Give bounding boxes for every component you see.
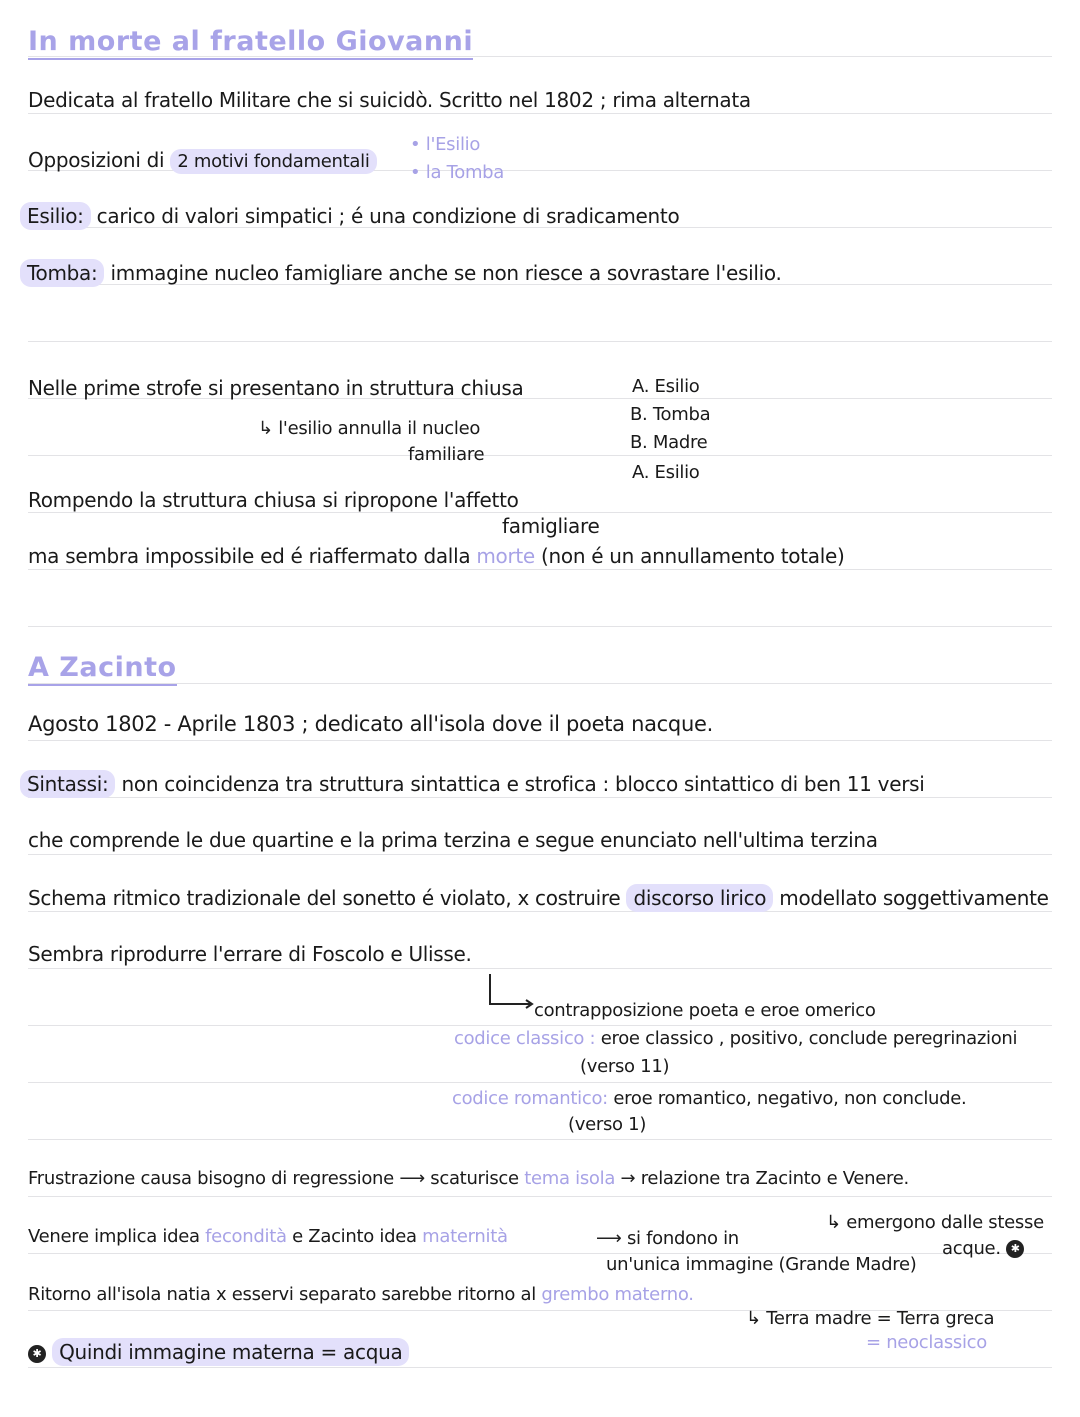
schema-line bbox=[28, 886, 1049, 910]
ma-sembra-line bbox=[28, 544, 845, 568]
quindi-highlight: Quindi immagine materna = acqua bbox=[52, 1338, 409, 1366]
venere-line bbox=[28, 1226, 508, 1247]
codice-romantico-text: eroe romantico, negativo, non conclude. bbox=[613, 1088, 967, 1109]
codice-classico-text: eroe classico , positivo, conclude peregrinazioni bbox=[600, 1028, 1018, 1049]
star-marker-icon: ✱ bbox=[28, 1345, 46, 1363]
quindi-line bbox=[28, 1340, 409, 1364]
sintassi-label: Sintassi: bbox=[20, 770, 115, 798]
curved-arrow-icon: ↳ bbox=[258, 418, 273, 439]
scheme-b1: B. Tomba bbox=[630, 404, 711, 425]
motivo-tomba: • la Tomba bbox=[410, 162, 505, 183]
ritorno-line bbox=[28, 1284, 694, 1305]
strofe-note-2: familiare bbox=[408, 444, 485, 465]
strofe-note bbox=[258, 418, 480, 439]
sembra-line: Sembra riprodurre l'errare di Foscolo e Ulisse. bbox=[28, 942, 472, 966]
ma-sembra-text: ma sembra impossibile ed é riaffermato dalla bbox=[28, 544, 471, 568]
venere-text-2: e Zacinto idea bbox=[292, 1226, 417, 1247]
section-title-text: A Zacinto bbox=[28, 652, 177, 686]
discorso-lirico-highlight: discorso lirico bbox=[626, 884, 773, 912]
arrow-right-icon: → bbox=[620, 1168, 636, 1189]
arrow-right-icon: ⟶ bbox=[399, 1168, 425, 1189]
opposizioni-line bbox=[28, 148, 377, 172]
section-title-text: In morte al fratello Giovanni bbox=[28, 26, 473, 60]
venere-text: Venere implica idea bbox=[28, 1226, 200, 1247]
codice-classico-line bbox=[454, 1028, 1017, 1049]
arrow-right-icon: ⟶ bbox=[596, 1228, 622, 1249]
frustrazione-line bbox=[28, 1168, 909, 1189]
date-line: Agosto 1802 - Aprile 1803 ; dedicato all'isola dove il poeta nacque. bbox=[28, 712, 713, 736]
fecondita-word: fecondità bbox=[205, 1226, 287, 1247]
opposizioni-label: Opposizioni di bbox=[28, 148, 165, 172]
tomba-line bbox=[20, 261, 782, 285]
relazione-text: relazione tra Zacinto e Venere. bbox=[640, 1168, 909, 1189]
motivi-highlight: 2 motivi fondamentali bbox=[170, 149, 376, 174]
esilio-line bbox=[20, 204, 679, 228]
verso-11: (verso 11) bbox=[580, 1056, 670, 1077]
morte-word: morte bbox=[476, 544, 535, 568]
tomba-text: immagine nucleo famigliare anche se non riesce a sovrastare l'esilio. bbox=[110, 261, 782, 285]
esilio-label: Esilio: bbox=[20, 202, 91, 230]
maternita-word: maternità bbox=[422, 1226, 508, 1247]
tema-isola: tema isola bbox=[524, 1168, 616, 1189]
codice-romantico-label: codice romantico: bbox=[452, 1088, 608, 1109]
comprende-line: che comprende le due quartine e la prima terzina e segue enunciato nell'ultima terzina bbox=[28, 828, 878, 852]
sintassi-text: non coincidenza tra struttura sintattica e strofica : blocco sintattico di ben 11 versi bbox=[121, 772, 925, 796]
emergono-line: ↳ emergono dalle stesse bbox=[826, 1212, 1044, 1233]
neoclassico-line: = neoclassico bbox=[866, 1332, 987, 1353]
strofe-line: Nelle prime strofe si presentano in struttura chiusa bbox=[28, 376, 524, 400]
rompendo-line: Rompendo la struttura chiusa si ripropone l'affetto bbox=[28, 488, 519, 512]
section-title-in-morte bbox=[28, 26, 473, 57]
tomba-label: Tomba: bbox=[20, 259, 104, 287]
ma-sembra-paren: (non é un annullamento totale) bbox=[541, 544, 845, 568]
bent-arrow-icon bbox=[486, 972, 536, 1014]
motivo-esilio: • l'Esilio bbox=[410, 134, 481, 155]
esilio-text: carico di valori simpatici ; é una condizione di sradicamento bbox=[96, 204, 680, 228]
schema-text: Schema ritmico tradizionale del sonetto é violato, x costruire bbox=[28, 886, 621, 910]
acque-text: acque. bbox=[942, 1238, 1001, 1259]
codice-classico-label: codice classico : bbox=[454, 1028, 596, 1049]
si-fondono-text: si fondono in bbox=[626, 1228, 739, 1249]
dedica-line: Dedicata al fratello Militare che si suicidò. Scritto nel 1802 ; rima alternata bbox=[28, 88, 751, 112]
sintassi-line bbox=[20, 772, 925, 796]
terra-madre-line: ↳ Terra madre = Terra greca bbox=[746, 1308, 995, 1329]
si-fondono-line bbox=[596, 1228, 739, 1249]
contrapposizione-line: contrapposizione poeta e eroe omerico bbox=[534, 1000, 876, 1021]
scaturisce-text: scaturisce bbox=[430, 1168, 519, 1189]
acque-line bbox=[942, 1238, 1024, 1259]
unica-immagine-line: un'unica immagine (Grande Madre) bbox=[606, 1254, 917, 1275]
frustrazione-text: Frustrazione causa bisogno di regressione bbox=[28, 1168, 394, 1189]
verso-1: (verso 1) bbox=[568, 1114, 647, 1135]
codice-romantico-line bbox=[452, 1088, 966, 1109]
scheme-a2: A. Esilio bbox=[632, 462, 700, 483]
strofe-note-1: l'esilio annulla il nucleo bbox=[278, 418, 481, 439]
rompendo-line-2: famigliare bbox=[502, 514, 600, 538]
scheme-b2: B. Madre bbox=[630, 432, 708, 453]
section-title-zacinto bbox=[28, 652, 177, 683]
grembo-materno: grembo materno. bbox=[541, 1284, 694, 1305]
scheme-a1: A. Esilio bbox=[632, 376, 700, 397]
ritorno-text: Ritorno all'isola natia x esservi separato sarebbe ritorno al bbox=[28, 1284, 536, 1305]
schema-text-end: modellato soggettivamente bbox=[779, 886, 1049, 910]
star-marker-icon: ✱ bbox=[1006, 1240, 1024, 1258]
